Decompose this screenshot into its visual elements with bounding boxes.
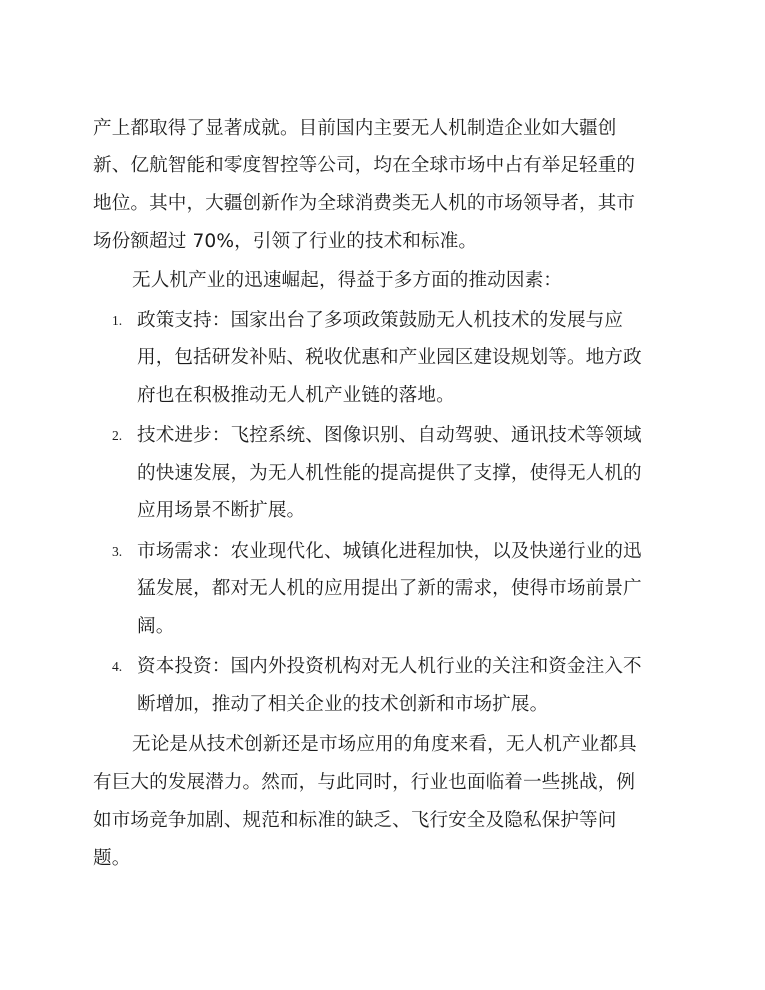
list-item-line: 的快速发展，为无人机性能的提高提供了支撑，使得无人机的 — [137, 463, 642, 484]
paragraph-2-line-3: 如市场竞争加剧、规范和标准的缺乏、飞行安全及隐私保护等问 — [93, 810, 617, 831]
list-item-line: 用，包括研发补贴、税收优惠和产业园区建设规划等。地方政 — [137, 347, 642, 368]
list-item-line: 断增加，推动了相关企业的技术创新和市场扩展。 — [137, 694, 549, 715]
paragraph-2-line-2: 有巨大的发展潜力。然而，与此同时，行业也面临着一些挑战，例 — [93, 772, 636, 793]
paragraph-1-line-1: 产上都取得了显著成就。目前国内主要无人机制造企业如大疆创 — [93, 118, 617, 139]
list-item-line: 市场需求：农业现代化、城镇化进程加快，以及快递行业的迅 — [137, 541, 642, 562]
paragraph-1-line-2: 新、亿航智能和零度智控等公司，均在全球市场中占有举足轻重的 — [93, 155, 636, 176]
paragraph-1-line-3: 地位。其中，大疆创新作为全球消费类无人机的市场领导者，其市 — [93, 193, 636, 214]
list-item-line: 猛发展，都对无人机的应用提出了新的需求，使得市场前景广 — [137, 578, 642, 599]
paragraph-2-line-1: 无论是从技术创新还是市场应用的角度来看，无人机产业都具 — [132, 734, 637, 755]
list-item-number: 2. — [112, 428, 123, 443]
list-item-number: 3. — [112, 544, 123, 559]
list-item-line: 阔。 — [137, 616, 175, 637]
list-item-number: 1. — [112, 313, 123, 328]
list-intro: 无人机产业的迅速崛起，得益于多方面的推动因素： — [132, 270, 562, 291]
paragraph-2-line-4: 题。 — [93, 848, 131, 869]
paragraph-1-line-4: 场份额超过 70%，引领了行业的技术和标准。 — [93, 231, 478, 252]
list-item-line: 资本投资：国内外投资机构对无人机行业的关注和资金注入不 — [137, 656, 642, 677]
list-item-number: 4. — [112, 659, 123, 674]
list-item-line: 政策支持：国家出台了多项政策鼓励无人机技术的发展与应 — [137, 310, 624, 331]
list-item-line: 技术进步：飞控系统、图像识别、自动驾驶、通讯技术等领域 — [137, 425, 642, 446]
list-item-line: 府也在积极推动无人机产业链的落地。 — [137, 385, 455, 406]
list-item-line: 应用场景不断扩展。 — [137, 500, 306, 521]
